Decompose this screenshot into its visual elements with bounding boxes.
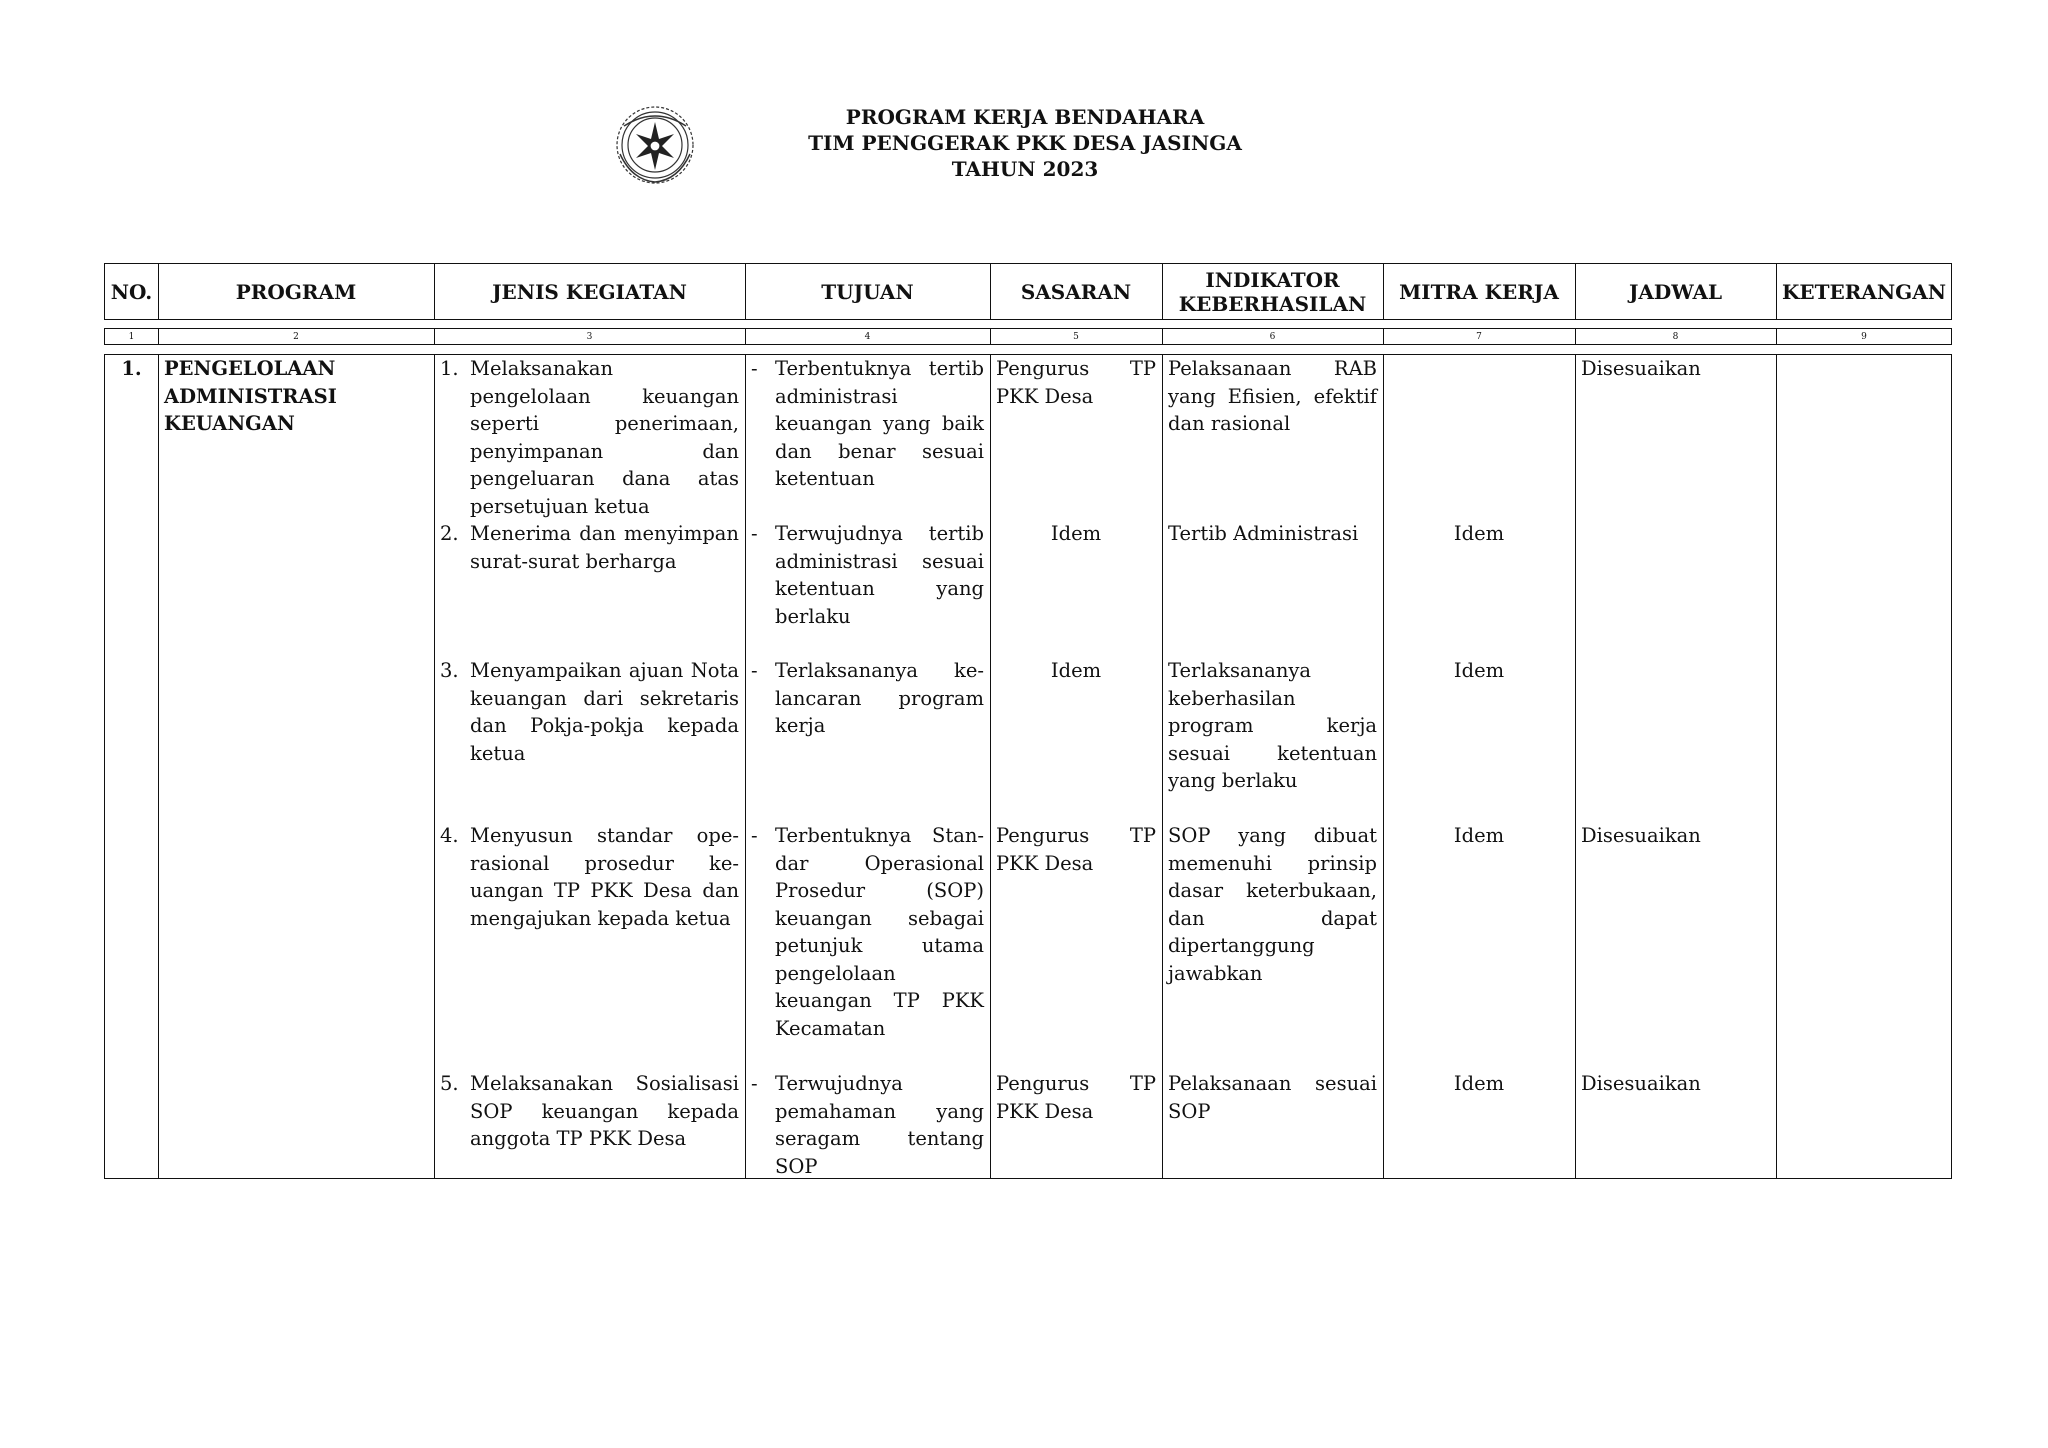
activity-jadwal: Disesuaikan (1581, 1072, 1701, 1095)
column-number: 4 (864, 331, 871, 342)
activity-jadwal: Disesuaikan (1581, 824, 1701, 847)
activity-mitra: Idem (1453, 659, 1505, 682)
column-number: 9 (1861, 331, 1867, 342)
activity-sasaran: Pengurus TP PKK Desa (996, 357, 1156, 408)
activity-tujuan: Terwujudnya tertib administrasi sesuai ketentuan yang berlaku (775, 522, 984, 628)
table-body: 1. PENGELOLAAN ADMINISTRASI KEUANGAN 1. Melaksanakan pengelolaan keuangan seperti penerimaan, penyimpanan dan pengeluaran dana atas persetujuan ketua - Terbentuknya tertib administrasi keuangan yang baik dan benar sesuai ketentuan Pengurus TP PKK Desa Pelaksanaan RAB yang Efisien, efektif dan rasional Disesuaikan 2. Menerima dan menyimpan surat-surat berharga - Terwujudnya tertib administrasi sesuai ketentuan yang berlaku Idem Tertib Administrasi Idem 3. Menyampaikan ajuan Nota keuangan dari sekretaris dan Pokja-pokja kepada ketua - Terlaksananya ke-lancaran program kerja Idem Terlaksananya keberhasilan program kerja sesuai ketentuan yang berlaku Idem 4. Menyusun standar ope-rasional prosedur ke-uangan TP PKK Desa dan mengajukan kepada ketua - Terbentuknya Stan-dar Operasional Prosedur (SOP) keuangan sebagai petunjuk utama pengelolaan keuangan TP PKK Kecamatan Pengurus TP PKK Desa SOP yang dibuat memenuhi prinsip dasar keterbukaan, dan dapat dipertanggung jawabkan Idem Disesuaikan 5. Melaksanakan Sosialisasi SOP keuangan kepada anggota TP PKK Desa - Terwujudnya pemahaman yang seragam tentang SOP Pengurus TP PKK Desa Pelaksanaan sesuai SOP Idem Disesuaikan (104, 354, 1952, 1179)
header-indikator: INDIKATOR KEBERHASILAN (1178, 267, 1367, 316)
activity-mitra: Idem (1453, 522, 1505, 545)
column-number: 6 (1269, 331, 1276, 342)
header-keterangan: KETERANGAN (1781, 279, 1947, 304)
program-name: PENGELOLAAN ADMINISTRASI KEUANGAN (164, 357, 337, 435)
activity-jadwal: Disesuaikan (1581, 357, 1701, 380)
activity-sasaran: Pengurus TP PKK Desa (996, 1072, 1156, 1123)
activity-kegiatan: Menyampaikan ajuan Nota keuangan dari sekretaris dan Pokja-pokja kepada ketua (470, 659, 739, 765)
activity-kegiatan: Menyusun standar ope-rasional prosedur ke-uangan TP PKK Desa dan mengajukan kepada ketua (470, 824, 739, 930)
activity-indikator: Terlaksananya keberhasilan program kerja sesuai ketentuan yang berlaku (1168, 659, 1377, 792)
column-number: 1 (128, 331, 135, 342)
column-number-row (104, 328, 1952, 345)
activity-number: 3. (440, 659, 459, 682)
document-title (740, 104, 1310, 182)
title-line-3: TAHUN 2023 (951, 157, 1099, 181)
activity-sasaran: Idem (1050, 522, 1102, 545)
header-jenis-kegiatan: JENIS KEGIATAN (492, 279, 687, 304)
activity-number: 2. (440, 522, 459, 545)
header-sasaran: SASARAN (1020, 279, 1132, 304)
activity-tujuan: Terwujudnya pemahaman yang seragam tentang SOP (775, 1072, 984, 1178)
title-line-1: PROGRAM KERJA BENDAHARA (845, 105, 1205, 129)
activity-indikator: Pelaksanaan RAB yang Efisien, efektif dan rasional (1168, 357, 1377, 435)
activity-kegiatan: Melaksanakan pengelolaan keuangan seperti penerimaan, penyimpanan dan pengeluaran dana atas persetujuan ketua (470, 357, 739, 518)
activity-mitra: Idem (1453, 1072, 1505, 1095)
column-number: 7 (1476, 331, 1482, 342)
header-tujuan: TUJUAN (821, 279, 914, 304)
header-program: PROGRAM (235, 279, 357, 304)
title-line-2: TIM PENGGERAK PKK DESA JASINGA (808, 131, 1242, 155)
activity-indikator: Pelaksanaan sesuai SOP (1168, 1072, 1377, 1123)
column-number: 2 (293, 331, 299, 342)
emblem-icon (612, 104, 698, 186)
activity-tujuan: Terbentuknya Stan-dar Operasional Prosedur (SOP) keuangan sebagai petunjuk utama pengelolaan keuangan TP PKK Kecamatan (775, 824, 984, 1040)
header-jadwal: JADWAL (1628, 279, 1723, 304)
activity-mitra: Idem (1453, 824, 1505, 847)
table-header (104, 263, 1952, 320)
header-mitra-kerja: MITRA KERJA (1399, 279, 1559, 304)
activity-kegiatan: Melaksanakan Sosialisasi SOP keuangan kepada anggota TP PKK Desa (470, 1072, 739, 1150)
activity-sasaran: Idem (1050, 659, 1102, 682)
column-number: 8 (1672, 331, 1679, 342)
header-no: NO. (110, 279, 153, 304)
row-number: 1. (121, 357, 142, 380)
activity-number: 5. (440, 1072, 459, 1095)
activity-sasaran: Pengurus TP PKK Desa (996, 824, 1156, 875)
activity-number: 1. (440, 357, 459, 380)
column-number: 3 (586, 331, 593, 342)
activity-indikator: Tertib Administrasi (1168, 522, 1359, 545)
activity-tujuan: Terlaksananya ke-lancaran program kerja (775, 659, 984, 737)
activity-indikator: SOP yang dibuat memenuhi prinsip dasar keterbukaan, dan dapat dipertanggung jawabkan (1168, 824, 1377, 985)
activity-tujuan: Terbentuknya tertib administrasi keuangan yang baik dan benar sesuai ketentuan (775, 357, 984, 490)
activity-kegiatan: Menerima dan menyimpan surat-surat berharga (470, 522, 739, 573)
column-number: 5 (1073, 331, 1079, 342)
activity-number: 4. (440, 824, 459, 847)
